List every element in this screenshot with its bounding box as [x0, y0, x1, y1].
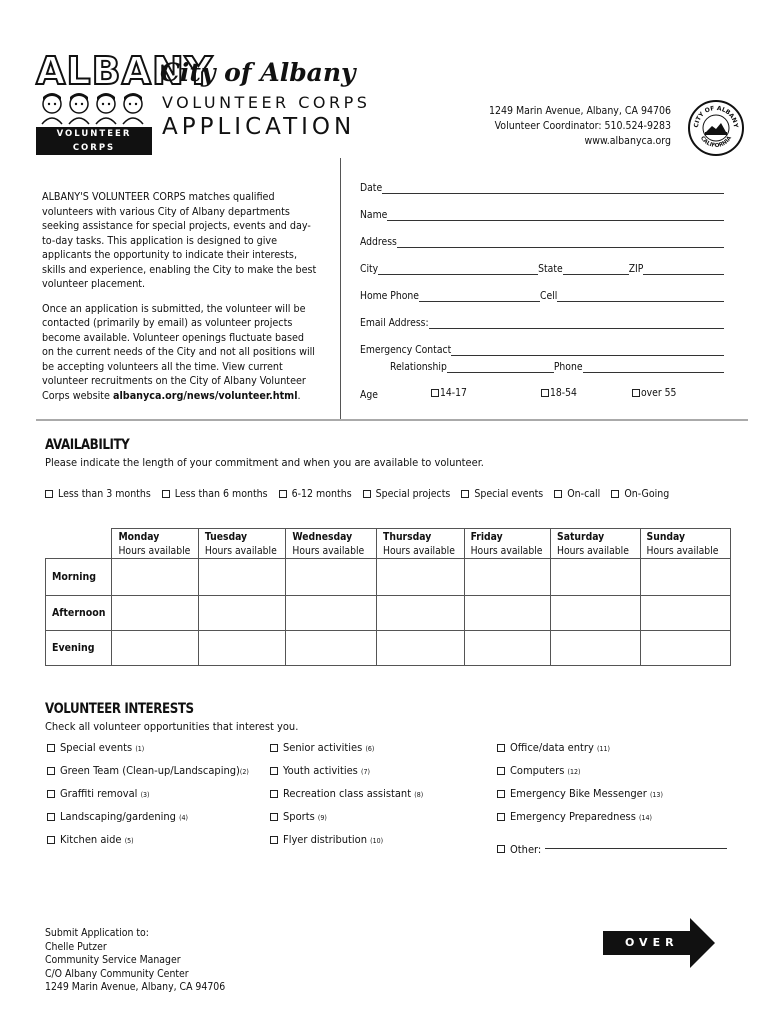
seal-top-text: CITY OF ALBANY [692, 104, 740, 129]
checkbox-icon [497, 813, 505, 821]
table-cell[interactable] [551, 631, 641, 666]
age-option-14-17[interactable]: 14-17 [431, 387, 467, 399]
table-row-afternoon [46, 596, 731, 631]
state-label: State [538, 263, 563, 275]
age-option-18-54[interactable]: 18-54 [541, 387, 577, 399]
commitment-special-projects[interactable]: Special projects [363, 488, 451, 500]
website-link[interactable]: albanyca.org/news/volunteer.html [113, 388, 298, 402]
checkbox-icon [611, 490, 619, 498]
emergency-contact-label: Emergency Contact [360, 344, 452, 356]
checkbox-icon [554, 490, 562, 498]
website-line: www.albanyca.org [584, 135, 671, 147]
interest-office-data-entry[interactable]: Office/data entry (11) [497, 741, 727, 764]
availability-table [45, 528, 731, 666]
row-header-morning: Morning [46, 559, 112, 596]
interest-emergency-bike-messenger[interactable]: Emergency Bike Messenger (13) [497, 787, 727, 810]
checkbox-icon [47, 790, 55, 798]
table-corner [46, 529, 112, 559]
column-header-sunday: Sunday Hours available [640, 529, 730, 559]
column-header-saturday: Saturday Hours available [551, 529, 641, 559]
intro-paragraph-1: ALBANY'S VOLUNTEER CORPS matches qualified volunteers with various City of Albany departments seeking assistance for special projects, events and day-to-day tasks. This application is designed to give applicants the opportunity to indicate their interests, skills and experience, enabling the City to make the best volunteer placement. [42, 190, 317, 290]
row-header-afternoon: Afternoon [46, 596, 112, 631]
checkbox-icon [270, 790, 278, 798]
checkbox-icon [270, 813, 278, 821]
checkbox-icon [541, 389, 549, 397]
commitment-options [45, 488, 677, 500]
coordinator-line: Volunteer Coordinator: 510.524-9283 [494, 120, 671, 132]
interests-subtitle: Check all volunteer opportunities that interest you. [45, 720, 299, 733]
date-label: Date [360, 182, 383, 194]
interests-column-2 [270, 741, 423, 856]
table-cell[interactable] [377, 559, 465, 596]
city-title: City of Albany [160, 58, 356, 87]
table-cell[interactable] [198, 631, 285, 666]
intro-text [42, 190, 318, 413]
logo [36, 49, 214, 153]
commitment-less-3-months[interactable]: Less than 3 months [45, 488, 151, 500]
table-cell[interactable] [551, 596, 641, 631]
commitment-on-call[interactable]: On-call [554, 488, 600, 500]
date-field[interactable] [382, 182, 724, 194]
checkbox-icon [47, 813, 55, 821]
home-phone-field[interactable] [419, 290, 540, 302]
table-cell[interactable] [286, 631, 377, 666]
table-cell[interactable] [640, 631, 730, 666]
address-label: Address [360, 236, 397, 248]
corps-title: VOLUNTEER CORPS [162, 93, 371, 112]
table-cell[interactable] [198, 596, 285, 631]
interest-kitchen-aide[interactable]: Kitchen aide (5) [47, 833, 249, 856]
emergency-contact-field[interactable] [451, 344, 724, 356]
table-cell[interactable] [286, 559, 377, 596]
checkbox-icon [45, 490, 53, 498]
interest-recreation-class-assistant[interactable]: Recreation class assistant (8) [270, 787, 423, 810]
checkbox-icon [497, 744, 505, 752]
interest-youth-activities[interactable]: Youth activities (7) [270, 764, 423, 787]
commitment-special-events[interactable]: Special events [461, 488, 543, 500]
logo-mascots-icon [36, 90, 154, 126]
contact-block [489, 104, 671, 149]
intro-paragraph-2: Once an application is submitted, the volunteer will be contacted (primarily by email) as volunteer projects become available. Volunteer openings fluctuate based on the current needs of the City and not all positions will be accepting volunteers all the time. View current volunteer recruitments on the City of Albany Volunteer Corps website albanyca.org/news/volunteer.html. [42, 301, 315, 402]
other-field[interactable] [545, 838, 727, 849]
over-arrow-icon [603, 918, 715, 968]
over-label: OVER [625, 936, 679, 949]
checkbox-icon [270, 744, 278, 752]
cell-field[interactable] [557, 290, 724, 302]
commitment-on-going[interactable]: On-Going [611, 488, 669, 500]
table-header-row [46, 529, 731, 559]
table-cell[interactable] [640, 559, 730, 596]
interest-graffiti-removal[interactable]: Graffiti removal (3) [47, 787, 249, 810]
zip-field[interactable] [643, 263, 724, 275]
checkbox-icon [461, 490, 469, 498]
email-label: Email Address: [360, 317, 429, 329]
logo-wordmark: ALBANY [36, 49, 214, 93]
horizontal-divider [36, 419, 748, 421]
logo-band: VOLUNTEER CORPS [36, 127, 152, 155]
table-row-morning [46, 559, 731, 596]
home-phone-label: Home Phone [360, 290, 420, 302]
table-cell[interactable] [464, 559, 550, 596]
checkbox-icon [47, 836, 55, 844]
relationship-field[interactable] [447, 361, 554, 373]
checkbox-icon [270, 836, 278, 844]
name-field[interactable] [387, 209, 724, 221]
address-line: 1249 Marin Avenue, Albany, CA 94706 [488, 105, 671, 117]
age-option-over-55[interactable]: over 55 [632, 387, 676, 399]
column-header-monday: Monday Hours available [112, 529, 198, 559]
table-cell[interactable] [640, 596, 730, 631]
table-cell[interactable] [112, 631, 198, 666]
interest-landscaping[interactable]: Landscaping/gardening (4) [47, 810, 249, 833]
interest-flyer-distribution[interactable]: Flyer distribution (10) [270, 833, 423, 856]
availability-subtitle: Please indicate the length of your commitment and when you are available to volunteer. [45, 456, 484, 469]
cell-label: Cell [540, 290, 558, 302]
column-header-friday: Friday Hours available [464, 529, 550, 559]
commitment-less-6-months[interactable]: Less than 6 months [162, 488, 268, 500]
phone-field[interactable] [583, 361, 724, 373]
column-header-tuesday: Tuesday Hours available [198, 529, 285, 559]
checkbox-icon [270, 767, 278, 775]
interest-senior-activities[interactable]: Senior activities (6) [270, 741, 423, 764]
interests-heading: VOLUNTEER INTERESTS [45, 701, 194, 717]
table-cell[interactable] [286, 596, 377, 631]
checkbox-icon [47, 767, 55, 775]
column-header-wednesday: Wednesday Hours available [286, 529, 377, 559]
name-label: Name [360, 209, 388, 221]
table-cell[interactable] [551, 559, 641, 596]
availability-heading: AVAILABILITY [45, 437, 130, 453]
application-title: APPLICATION [162, 114, 356, 140]
submit-info: Submit Application to: Chelle Putzer Community Service Manager C/O Albany Community Center 1249 Marin Avenue, Albany, CA 94706 [45, 927, 226, 993]
city-seal-icon [688, 100, 744, 156]
table-cell[interactable] [112, 596, 198, 631]
checkbox-icon [47, 744, 55, 752]
checkbox-icon [497, 790, 505, 798]
address-field[interactable] [397, 236, 724, 248]
interest-green-team[interactable]: Green Team (Clean-up/Landscaping)(2) [47, 764, 249, 787]
checkbox-icon [431, 389, 439, 397]
commitment-6-12-months[interactable]: 6-12 months [279, 488, 352, 500]
city-label: City [360, 263, 379, 275]
column-header-thursday: Thursday Hours available [377, 529, 465, 559]
seal-bottom-text: CALIFORNIA [698, 135, 734, 150]
interest-computers[interactable]: Computers (12) [497, 764, 727, 787]
interests-column-1 [47, 741, 249, 856]
checkbox-icon [497, 767, 505, 775]
checkbox-icon [162, 490, 170, 498]
zip-label: ZIP [628, 263, 644, 275]
table-cell[interactable] [198, 559, 285, 596]
table-row-evening [46, 631, 731, 666]
phone-label: Phone [553, 361, 583, 373]
interest-other[interactable]: Other: [497, 833, 727, 856]
table-cell[interactable] [377, 596, 465, 631]
interest-sports[interactable]: Sports (9) [270, 810, 423, 833]
interest-emergency-preparedness[interactable]: Emergency Preparedness (14) [497, 810, 727, 833]
table-cell[interactable] [464, 631, 550, 666]
checkbox-icon [632, 389, 640, 397]
checkbox-icon [497, 845, 505, 853]
vertical-divider [340, 158, 341, 419]
table-cell[interactable] [112, 559, 198, 596]
state-field[interactable] [563, 263, 629, 275]
table-cell[interactable] [464, 596, 550, 631]
city-field[interactable] [378, 263, 538, 275]
email-field[interactable] [429, 317, 724, 329]
applicant-form [360, 182, 724, 399]
table-cell[interactable] [377, 631, 465, 666]
age-label: Age [360, 389, 378, 401]
interests-column-3 [497, 741, 727, 856]
checkbox-icon [279, 490, 287, 498]
relationship-label: Relationship [390, 361, 447, 373]
interest-special-events[interactable]: Special events (1) [47, 741, 249, 764]
row-header-evening: Evening [46, 631, 112, 666]
checkbox-icon [363, 490, 371, 498]
